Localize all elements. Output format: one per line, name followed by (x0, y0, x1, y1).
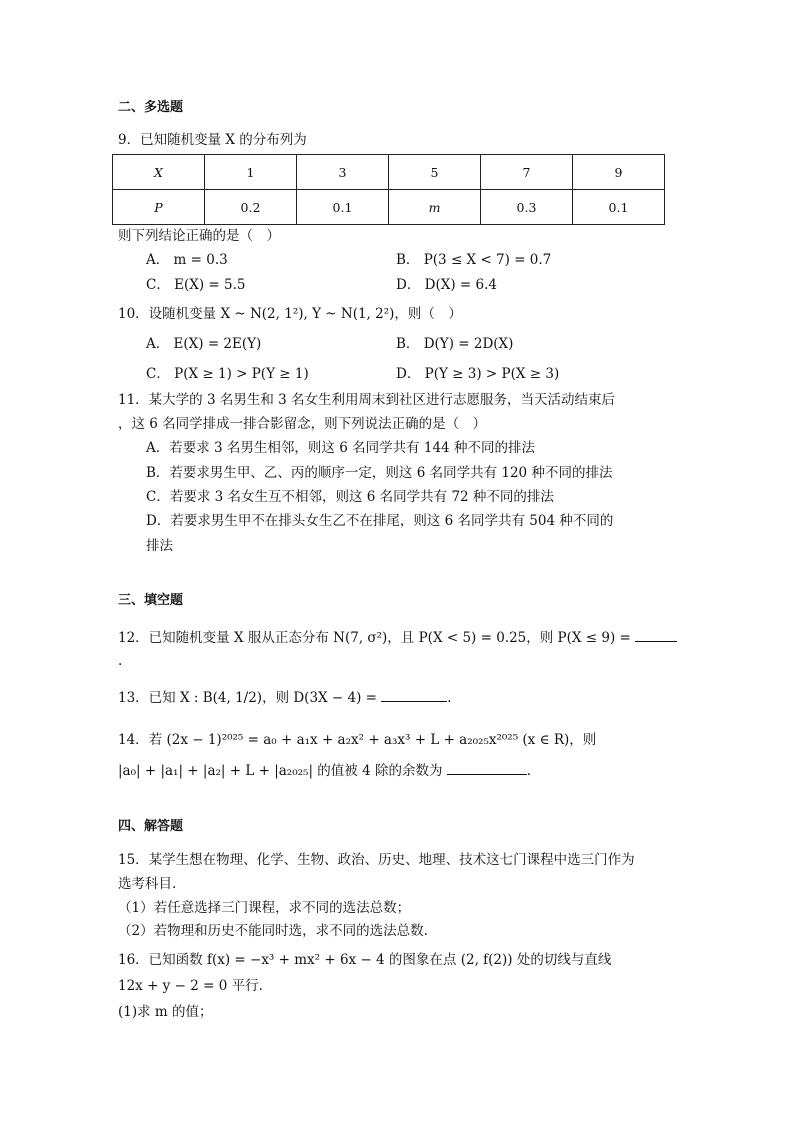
section-heading-fill-blank: 三、填空题 (118, 593, 184, 608)
table-cell: P (113, 190, 205, 225)
q15-part2: （2）若物理和历史不能同时选，求不同的选法总数. (118, 923, 428, 939)
q13-text (118, 687, 452, 708)
q16-line1: 16．已知函数 f(x) = −x³ + mx² + 6x − 4 的图象在点 (2, f(2)) 处的切线与直线 (118, 952, 612, 968)
q9-option-c: C． E(X) = 5.5 (146, 277, 246, 293)
q14-tail: . (526, 763, 532, 779)
table-cell: 0.2 (205, 190, 297, 225)
q9-option-d: D． D(X) = 6.4 (396, 277, 497, 293)
q12-question: 12．已知随机变量 X 服从正态分布 N(7, σ²)，且 P(X < 5) = 0.25，则 P(X ≤ 9) = (118, 630, 631, 646)
q9-after: 则下列结论正确的是（ ） (118, 228, 280, 244)
q9-option-a: A． m = 0.3 (146, 252, 228, 268)
table-cell: 7 (481, 155, 573, 190)
q11-stem-line2: ，这 6 名同学排成一排合影留念，则下列说法正确的是（ ） (118, 416, 487, 432)
table-cell: 0.1 (573, 190, 665, 225)
table-cell: 0.3 (481, 190, 573, 225)
q10-option-c: C． P(X ≥ 1) > P(Y ≥ 1) (146, 366, 309, 382)
q10-option-d: D． P(Y ≥ 3) > P(X ≥ 3) (396, 366, 560, 382)
q12-text (118, 627, 677, 648)
q14-line1: 14．若 (2x − 1)²⁰²⁵ = a₀ + a₁x + a₂x² + a₃x³ + L + a₂₀₂₅x²⁰²⁵ (x ∈ R)，则 (118, 732, 597, 748)
answer-blank (447, 760, 527, 775)
answer-blank (635, 627, 677, 642)
table-cell: 5 (389, 155, 481, 190)
table-cell: 3 (297, 155, 389, 190)
q13-tail: . (447, 690, 452, 706)
q11-option-d-line1: D．若要求男生甲不在排头女生乙不在排尾，则这 6 名同学共有 504 种不同的 (146, 513, 614, 529)
q16-line2: 12x + y − 2 = 0 平行． (118, 978, 273, 994)
section-heading-multiple-choice: 二、多选题 (118, 100, 184, 115)
q12-tail: . (118, 653, 123, 669)
q15-line2: 选考科目. (118, 876, 177, 892)
q11-option-a: A．若要求 3 名男生相邻，则这 6 名同学共有 144 种不同的排法 (146, 440, 535, 456)
q10-stem: 10．设随机变量 X ~ N(2, 1²), Y ~ N(1, 2²)，则（ ） (118, 306, 462, 322)
table-cell: 1 (205, 155, 297, 190)
distribution-table (112, 154, 665, 225)
table-row-p (113, 190, 665, 225)
q11-option-b: B．若要求男生甲、乙、丙的顺序一定，则这 6 名同学共有 120 种不同的排法 (146, 465, 613, 481)
q10-option-a: A． E(X) = 2E(Y) (146, 336, 262, 352)
table-cell: X (113, 155, 205, 190)
table-cell: m (389, 190, 481, 225)
q9-stem: 9．已知随机变量 X 的分布列为 (118, 132, 307, 148)
q9-option-b: B． P(3 ≤ X < 7) = 0.7 (396, 252, 552, 268)
q10-option-b: B． D(Y) = 2D(X) (396, 336, 514, 352)
q13-question: 13．已知 X : B(4, 1/2)，则 D(3X − 4) = (118, 690, 377, 706)
q11-option-d-line2: 排法 (146, 538, 173, 554)
table-row-x (113, 155, 665, 190)
q15-part1: （1）若任意选择三门课程，求不同的选法总数； (118, 900, 411, 916)
q14-line2 (118, 760, 531, 781)
q11-stem-line1: 11．某大学的 3 名男生和 3 名女生利用周末到社区进行志愿服务，当天活动结束后 (118, 392, 616, 408)
q16-part1: (1)求 m 的值； (118, 1004, 213, 1020)
table-cell: 0.1 (297, 190, 389, 225)
section-heading-solution: 四、解答题 (118, 819, 184, 834)
q14-question: |a₀| + |a₁| + |a₂| + L + |a₂₀₂₅| 的值被 4 除的余数为 (118, 763, 443, 779)
q11-option-c: C．若要求 3 名女生互不相邻，则这 6 名同学共有 72 种不同的排法 (146, 489, 554, 505)
answer-blank (381, 687, 447, 702)
table-cell: 9 (573, 155, 665, 190)
q15-line1: 15．某学生想在物理、化学、生物、政治、历史、地理、技术这七门课程中选三门作为 (118, 852, 635, 868)
